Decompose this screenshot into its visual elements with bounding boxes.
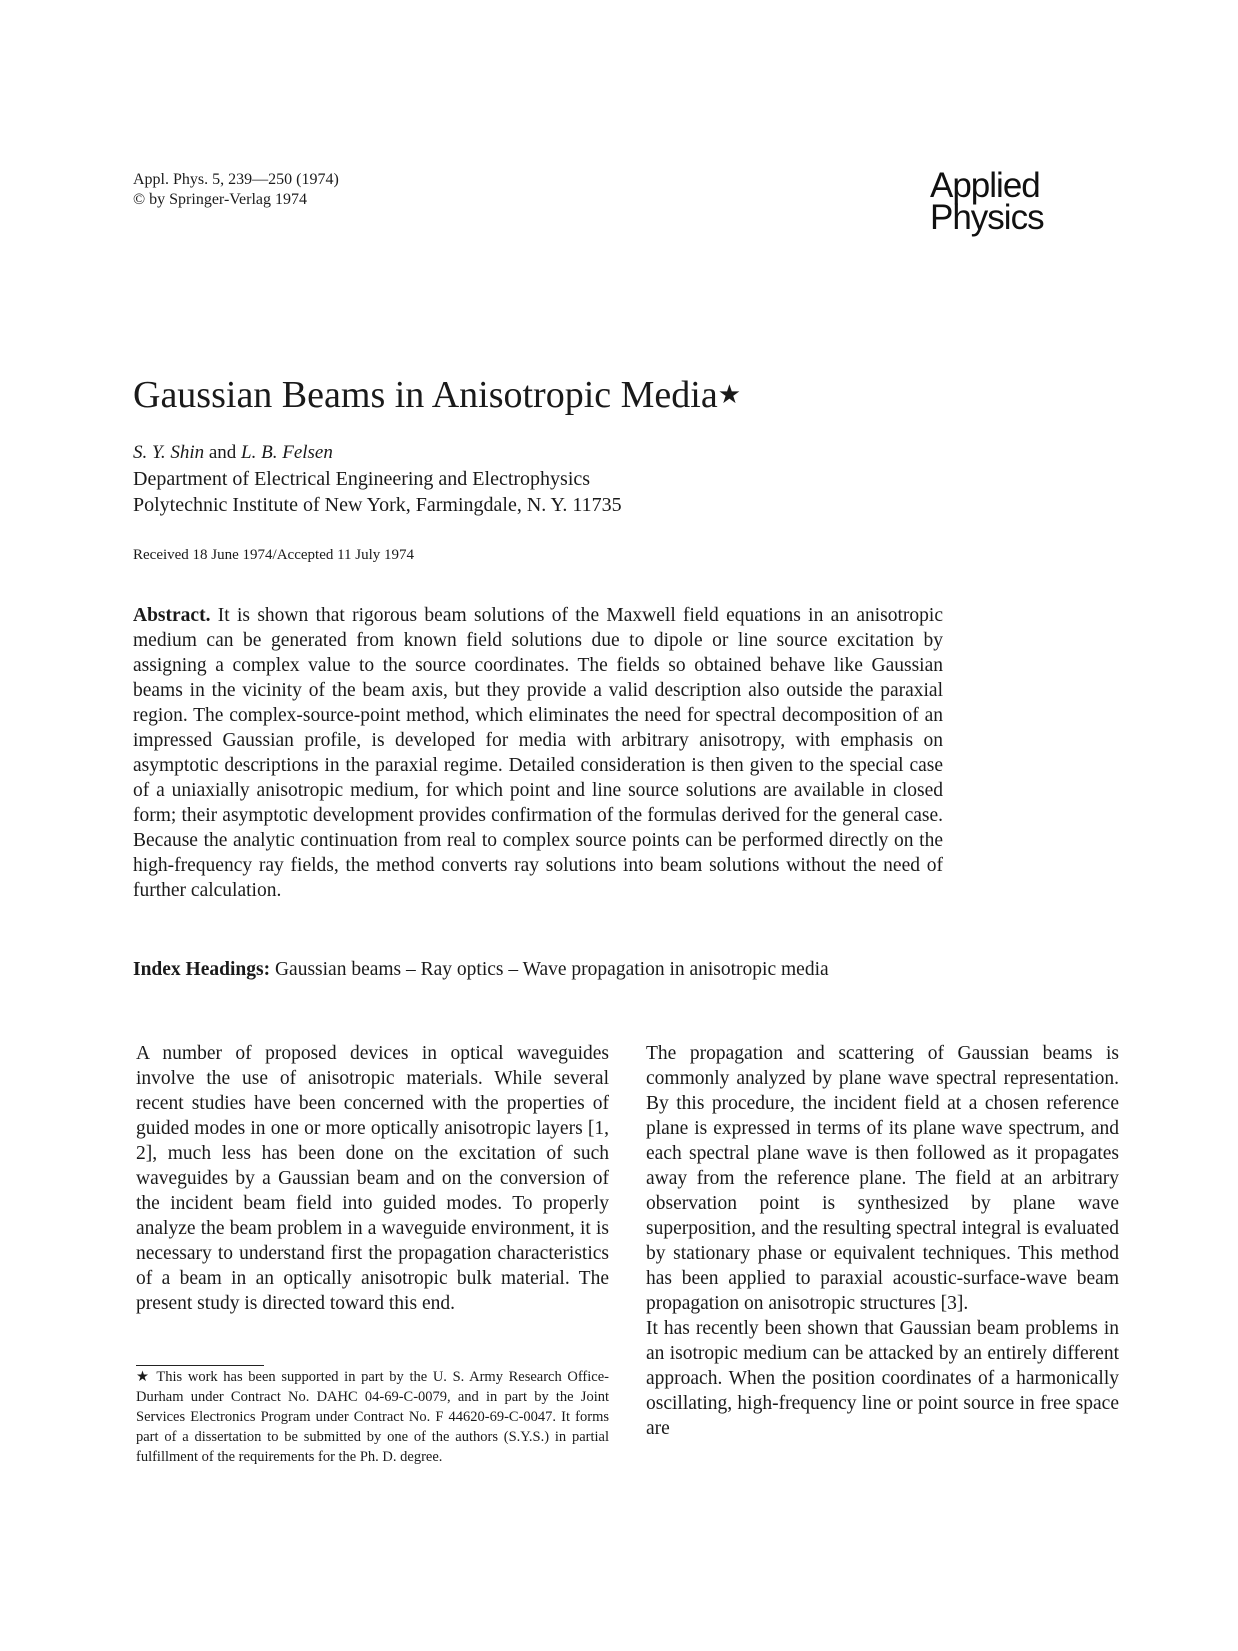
affiliation-line-2: Polytechnic Institute of New York, Farmingdale, N. Y. 11735 [133, 494, 622, 516]
journal-logo-line2: Physics [930, 198, 1044, 237]
page-title [133, 372, 741, 418]
author-line [133, 442, 333, 464]
abstract-text: It is shown that rigorous beam solutions of the Maxwell field equations in an anisotropic medium can be generated from known field solutions due to dipole or line source excitation by assigning a complex value to the source coordinates. The fields so obtained behave like Gaussian beams in the vicinity of the beam axis, but they provide a valid description also outside the paraxial region. The complex-source-point method, which eliminates the need for spectral decomposition of an impressed Gaussian profile, is developed for media with arbitrary anisotropy, with emphasis on asymptotic descriptions in the paraxial regime. Detailed consideration is then given to the special case of a uniaxially anisotropic medium, for which point and line source solutions are available in closed form; their asymptotic development provides confirmation of the formulas derived for the general case. Because the analytic continuation from real to complex source points can be performed directly on the high-frequency ray fields, the method converts ray solutions into beam solutions without the need of further calculation. [133, 605, 944, 901]
received-dates: Received 18 June 1974/Accepted 11 July 1974 [133, 547, 415, 563]
citation-volume-pages: Appl. Phys. 5, 239—250 (1974) [133, 171, 339, 188]
journal-logo-line1: Applied [930, 166, 1040, 205]
abstract-label: Abstract. [133, 605, 211, 626]
body-paragraph: The propagation and scattering of Gaussian beams is commonly analyzed by plane wave spectral representation. By this procedure, the incident field at a chosen reference plane is expressed in terms of its plane wave spectrum, and each spectral plane wave is then followed as it propagates away from the reference plane. The field at an arbitrary observation point is synthesized by plane wave superposition, and the resulting spectral integral is evaluated by stationary phase or equivalent techniques. This method has been applied to paraxial acoustic-surface-wave beam propagation on anisotropic structures [3]. [646, 1043, 1119, 1314]
journal-citation [133, 170, 339, 210]
citation-copyright: © by Springer-Verlag 1974 [133, 191, 308, 208]
body-paragraph: It has recently been shown that Gaussian beam problems in an isotropic medium can be attacked by an entirely different approach. When the position coordinates of a harmonically oscillating, high-frequency line or point source in free space are [646, 1318, 1119, 1439]
journal-logo [930, 166, 1120, 237]
title-text: Gaussian Beams in Anisotropic Media [133, 374, 718, 416]
author-conjunction: and [204, 442, 242, 463]
footnote: ★ This work has been supported in part by the U. S. Army Research Office-Durham under Contract No. DAHC 04-69-C-0079, and in part by the Joint Services Electronics Program under Contract No. F 44620-69-C-0047. It forms part of a dissertation to be submitted by one of the authors (S.Y.S.) in partial fulfillment of the requirements for the Ph. D. degree. [136, 1369, 609, 1465]
index-headings-text: Gaussian beams – Ray optics – Wave propagation in anisotropic media [274, 959, 829, 980]
affiliation [133, 466, 622, 518]
index-headings [133, 959, 829, 981]
title-footnote-mark: ★ [717, 380, 742, 409]
body-column-right [646, 1041, 1119, 1441]
body-column-left: A number of proposed devices in optical waveguides involve the use of anisotropic materials. While several recent studies have been concerned with the properties of guided modes in one or more optically anisotropic layers [1, 2], much less has been done on the excitation of such waveguides by a Gaussian beam and on the conversion of the incident beam field into guided modes. To properly analyze the beam problem in a waveguide environment, it is necessary to understand first the propagation characteristics of a beam in an optically anisotropic bulk material. The present study is directed toward this end. [136, 1043, 609, 1314]
index-headings-label: Index Headings: [133, 959, 271, 980]
footnote-divider [136, 1365, 264, 1366]
abstract [133, 603, 943, 903]
author-2: L. B. Felsen [241, 442, 333, 463]
affiliation-line-1: Department of Electrical Engineering and Electrophysics [133, 468, 591, 490]
author-1: S. Y. Shin [133, 442, 205, 463]
